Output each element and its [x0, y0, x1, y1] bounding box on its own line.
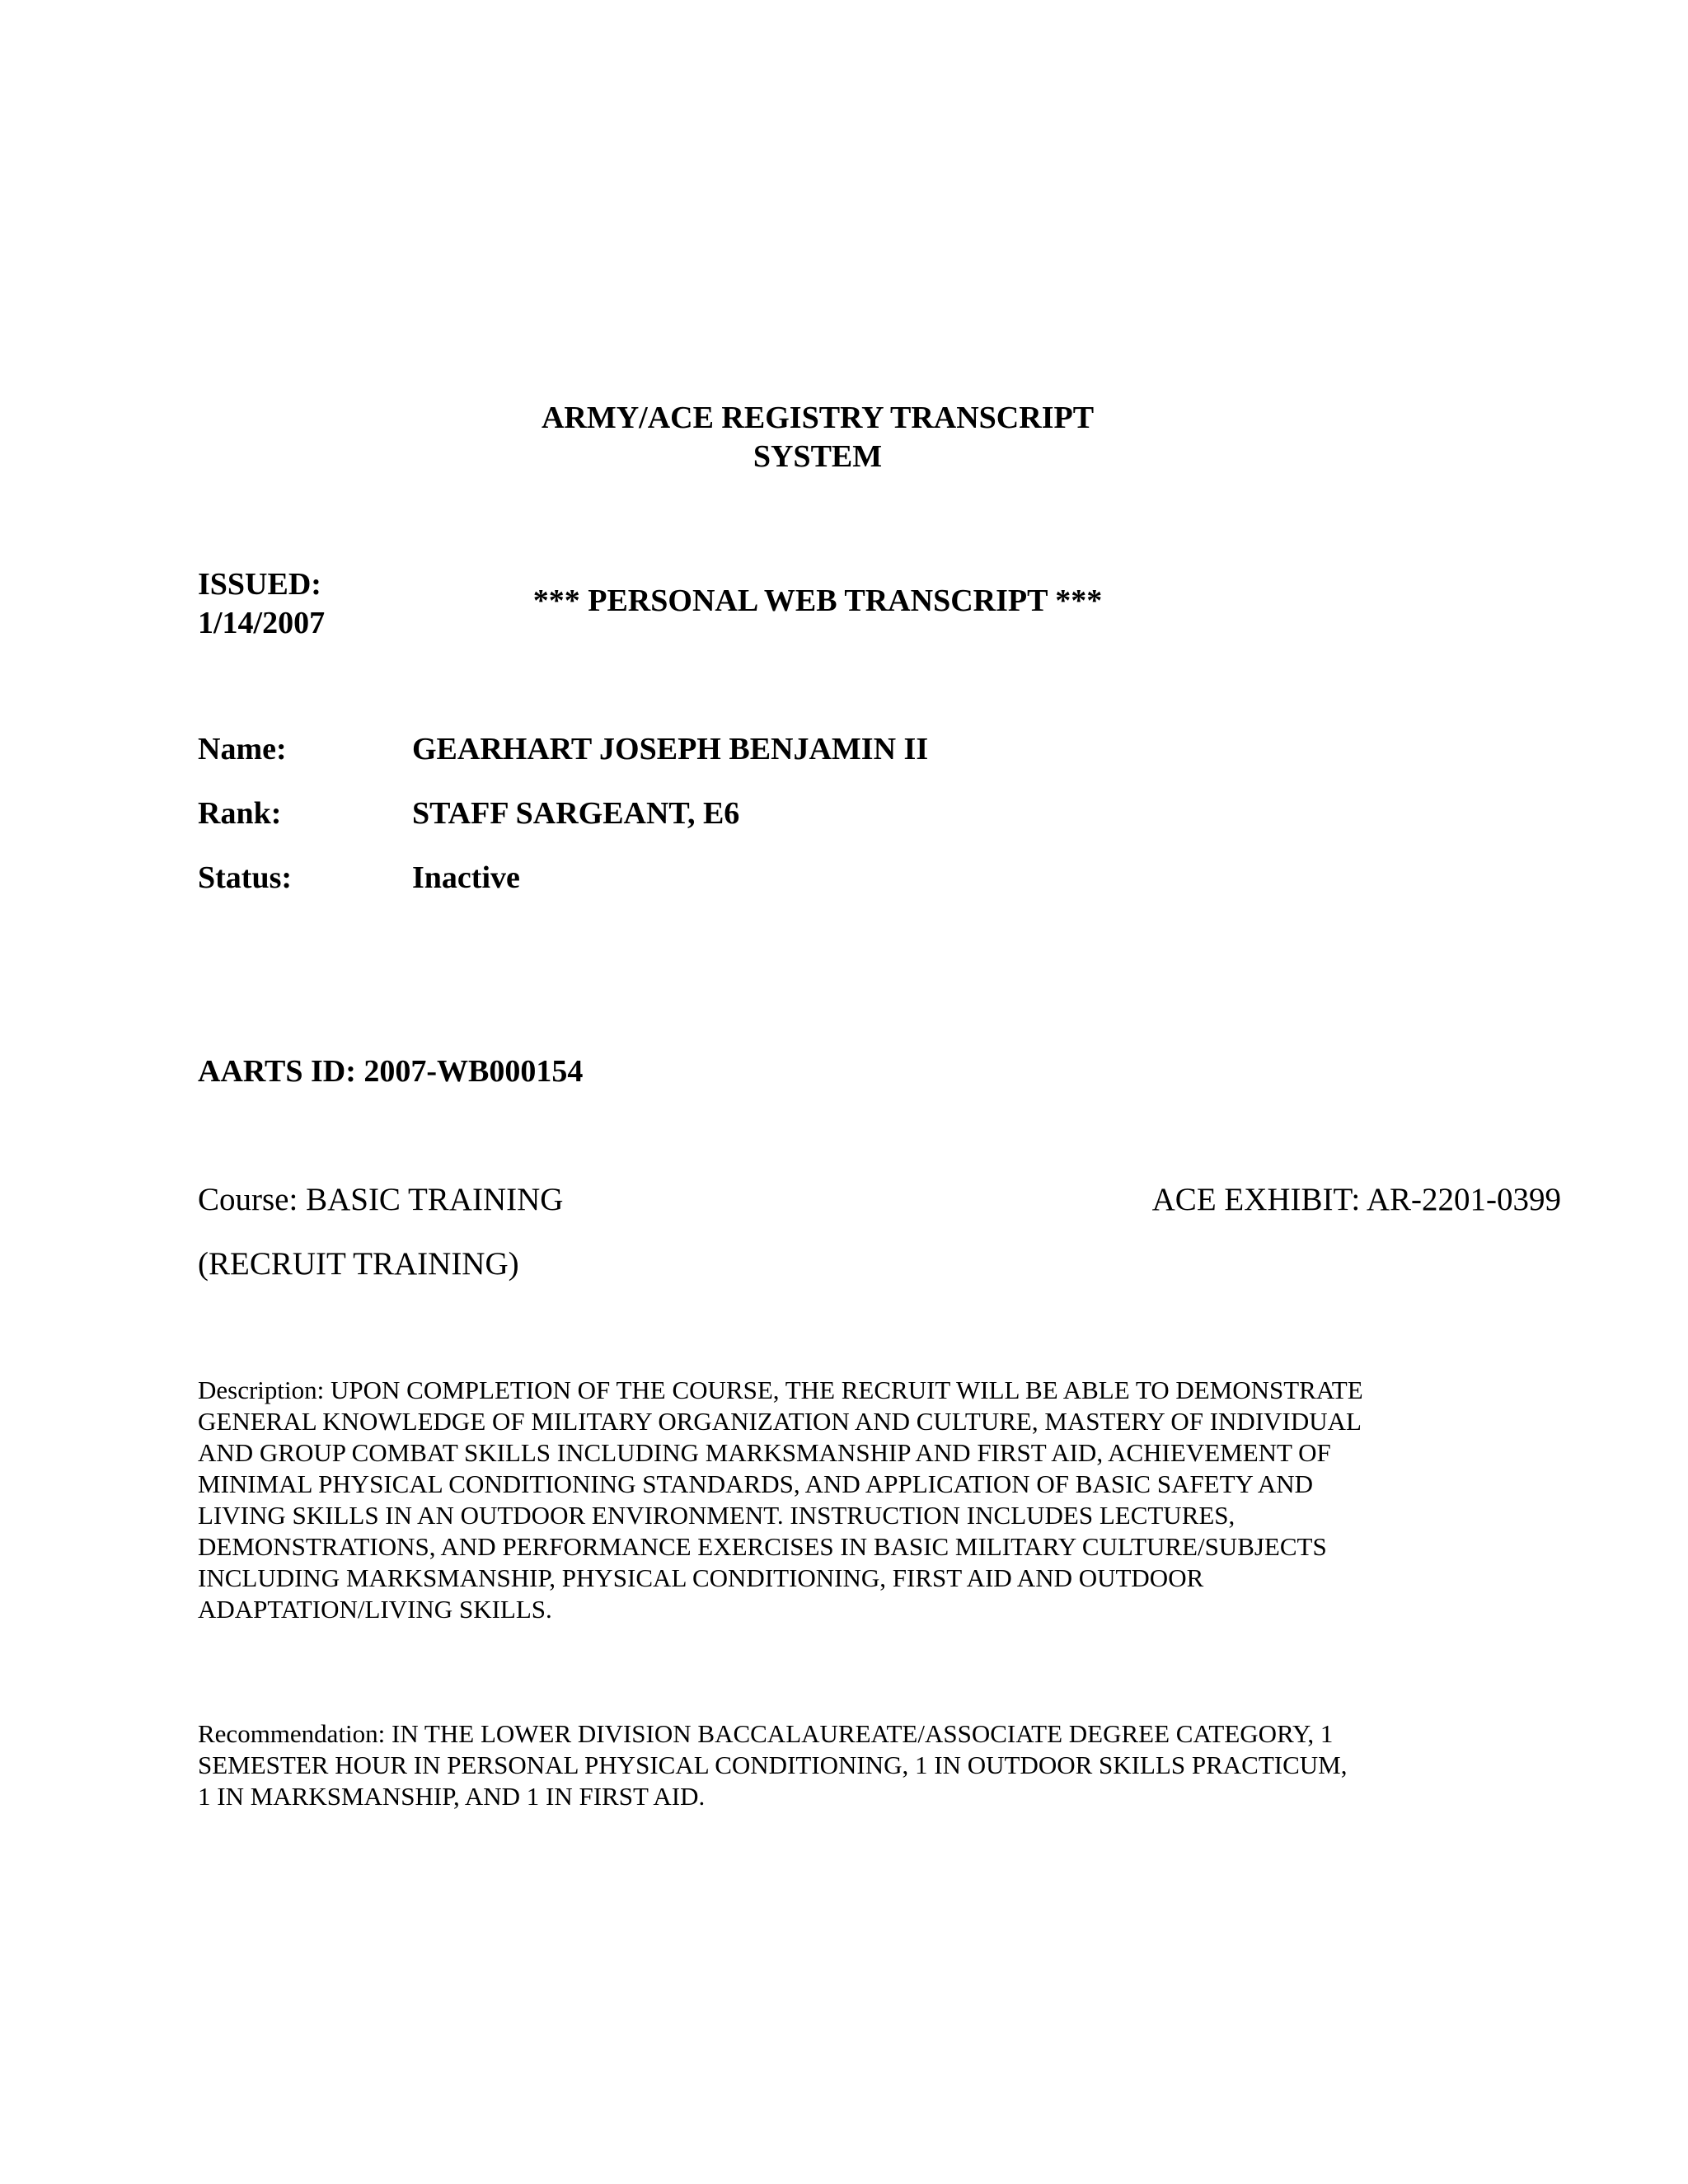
document-title-line-1: ARMY/ACE REGISTRY TRANSCRIPT	[541, 401, 1095, 435]
issued-label: ISSUED:	[198, 567, 321, 602]
description-line: INCLUDING MARKSMANSHIP, PHYSICAL CONDITIONING, FIRST AID AND OUTDOOR	[198, 1563, 1204, 1592]
course-title-line-1: Course: BASIC TRAINING	[198, 1182, 564, 1217]
description-line: AND GROUP COMBAT SKILLS INCLUDING MARKSMANSHIP AND FIRST AID, ACHIEVEMENT OF	[198, 1438, 1331, 1467]
description-line: DEMONSTRATIONS, AND PERFORMANCE EXERCISES IN BASIC MILITARY CULTURE/SUBJECTS	[198, 1532, 1327, 1561]
course-description	[198, 1375, 1484, 1625]
recommendation-line: Recommendation: IN THE LOWER DIVISION BACCALAUREATE/ASSOCIATE DEGREE CATEGORY, 1	[198, 1719, 1334, 1748]
course-title-line-2: (RECRUIT TRAINING)	[198, 1246, 519, 1282]
document-title-line-2: SYSTEM	[753, 439, 883, 474]
recommendation-line: SEMESTER HOUR IN PERSONAL PHYSICAL CONDITIONING, 1 IN OUTDOOR SKILLS PRACTICUM,	[198, 1750, 1348, 1779]
rank-label: Rank:	[198, 796, 282, 831]
description-line: Description: UPON COMPLETION OF THE COURSE, THE RECRUIT WILL BE ABLE TO DEMONSTRATE	[198, 1376, 1363, 1404]
rank-value: STAFF SARGEANT, E6	[412, 796, 740, 831]
status-label: Status:	[198, 860, 293, 895]
course-recommendation	[198, 1718, 1484, 1812]
transcript-banner: *** PERSONAL WEB TRANSCRIPT ***	[532, 583, 1103, 618]
name-value: GEARHART JOSEPH BENJAMIN II	[412, 732, 929, 766]
ace-exhibit: ACE EXHIBIT: AR-2201-0399	[1151, 1182, 1561, 1217]
aarts-id: AARTS ID: 2007-WB000154	[198, 1054, 584, 1089]
name-label: Name:	[198, 732, 287, 766]
description-line: LIVING SKILLS IN AN OUTDOOR ENVIRONMENT. INSTRUCTION INCLUDES LECTURES,	[198, 1501, 1236, 1530]
description-line: GENERAL KNOWLEDGE OF MILITARY ORGANIZATION AND CULTURE, MASTERY OF INDIVIDUAL	[198, 1407, 1362, 1436]
issued-date: 1/14/2007	[198, 606, 326, 640]
description-line: MINIMAL PHYSICAL CONDITIONING STANDARDS, AND APPLICATION OF BASIC SAFETY AND	[198, 1469, 1313, 1498]
status-value: Inactive	[412, 860, 520, 895]
recommendation-line: 1 IN MARKSMANSHIP, AND 1 IN FIRST AID.	[198, 1782, 706, 1811]
description-line: ADAPTATION/LIVING SKILLS.	[198, 1595, 552, 1624]
